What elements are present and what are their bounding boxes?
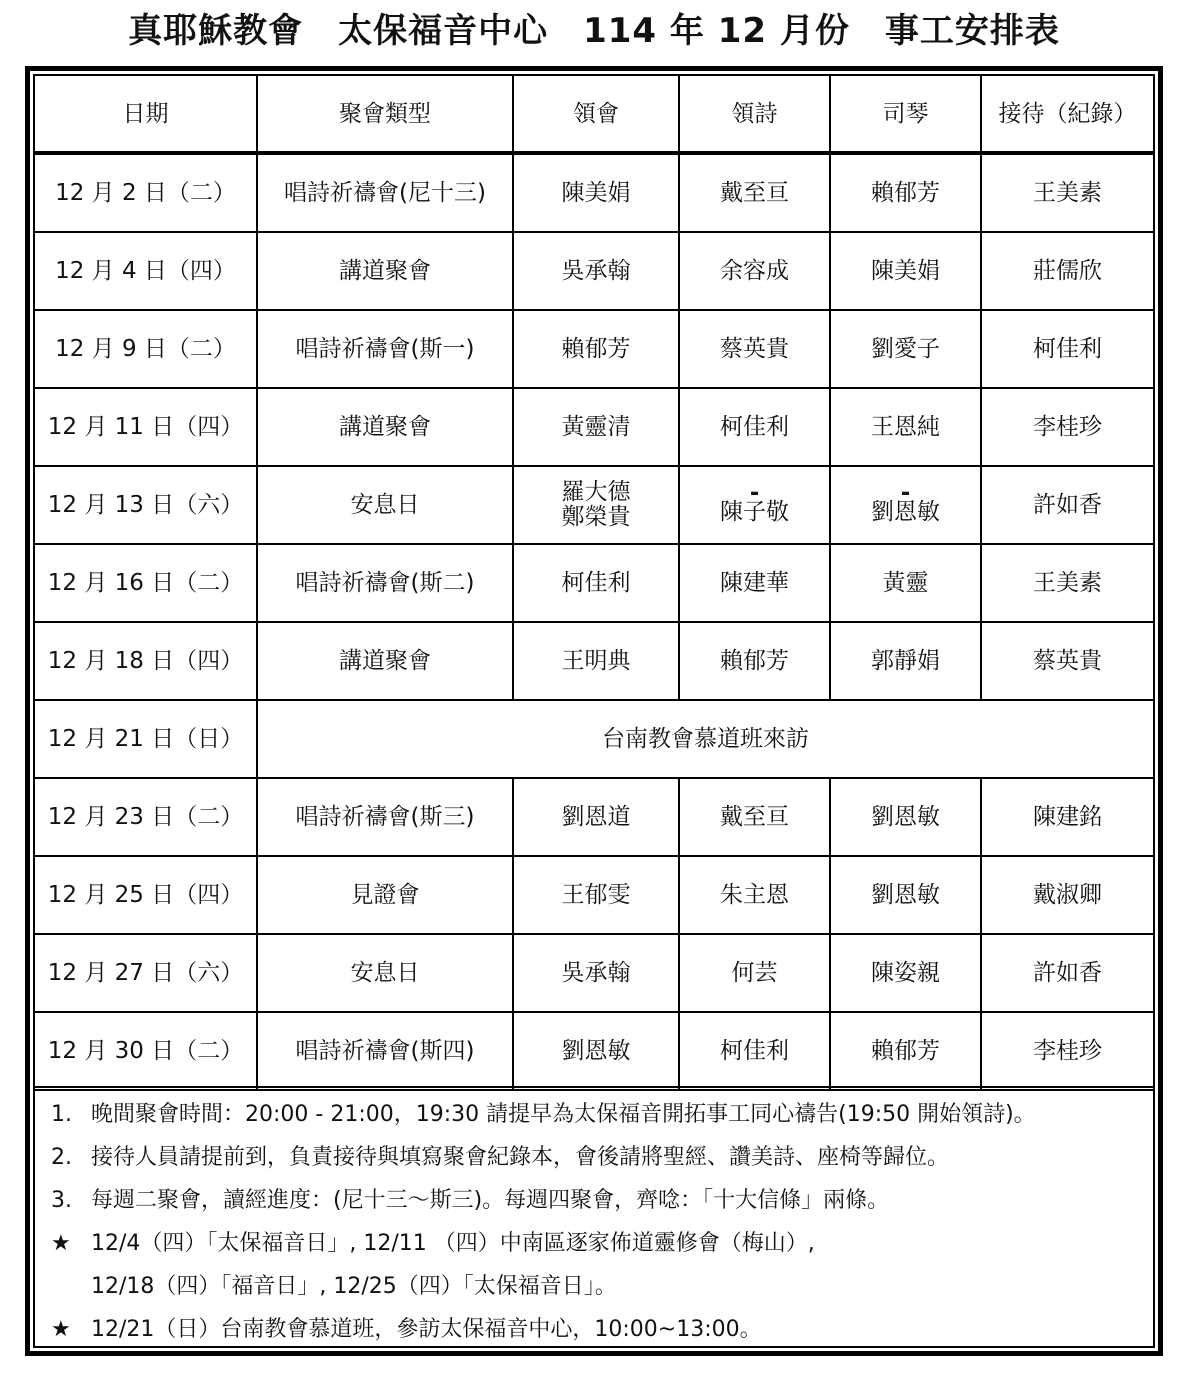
cell-type: 講道聚會 [257, 232, 513, 310]
cell-leader: 劉恩道 [513, 778, 679, 856]
header-pianist: 司琴 [830, 76, 981, 153]
table-row [35, 778, 1153, 856]
cell-type: 安息日 [257, 934, 513, 1012]
table-row [35, 934, 1153, 1012]
cell-hymn-leader: 戴至亘 [679, 153, 830, 232]
note-number: 1. [51, 1102, 72, 1127]
cell-hymn-leader: 柯佳利 [679, 388, 830, 466]
cell-host: 莊儒欣 [981, 232, 1153, 310]
cell-date: 12 月 21 日（日） [35, 700, 257, 778]
cell-leader: 賴郁芳 [513, 310, 679, 388]
notes-section [35, 1086, 1153, 1346]
note-number: 2. [51, 1145, 72, 1170]
cell-hymn-leader: 朱主恩 [679, 856, 830, 934]
schedule-table [35, 76, 1153, 1091]
cell-hymn-leader: 何芸 [679, 934, 830, 1012]
table-row [35, 544, 1153, 622]
placeholder-dash: - [900, 479, 911, 506]
table-row [35, 700, 1153, 778]
table-row [35, 856, 1153, 934]
note-item-continuation [51, 1272, 617, 1302]
header-hymn-leader: 領詩 [679, 76, 830, 153]
leader-name-2: 鄭榮貴 [561, 504, 631, 530]
cell-type: 唱詩祈禱會(尼十三) [257, 153, 513, 232]
cell-leader: 王明典 [513, 622, 679, 700]
page-title: 真耶穌教會 太保福音中心 114 年 12 月份 事工安排表 [128, 11, 1060, 51]
cell-pianist: 黃靈 [830, 544, 981, 622]
cell-date: 12 月 11 日（四） [35, 388, 257, 466]
cell-date: 12 月 27 日（六） [35, 934, 257, 1012]
header-row [35, 76, 1153, 153]
cell-hymn-leader: 余容成 [679, 232, 830, 310]
cell-host: 李桂珍 [981, 1012, 1153, 1090]
cell-hymn-leader: 陳建華 [679, 544, 830, 622]
note-item [51, 1315, 762, 1345]
cell-pianist: 陳美娟 [830, 232, 981, 310]
note-text: 12/21（日）台南教會慕道班，參訪太保福音中心，10:00~13:00。 [91, 1317, 762, 1342]
cell-type: 唱詩祈禱會(斯一) [257, 310, 513, 388]
cell-type: 唱詩祈禱會(斯二) [257, 544, 513, 622]
note-item [51, 1100, 1036, 1130]
table-row [35, 388, 1153, 466]
cell-type: 唱詩祈禱會(斯三) [257, 778, 513, 856]
note-item [51, 1143, 949, 1173]
star-icon: ★ [51, 1231, 71, 1256]
cell-hymn-leader: 柯佳利 [679, 1012, 830, 1090]
table-row [35, 1012, 1153, 1090]
cell-type: 安息日 [257, 466, 513, 544]
table-row [35, 153, 1153, 232]
cell-date: 12 月 23 日（二） [35, 778, 257, 856]
note-item [51, 1186, 889, 1216]
cell-type: 唱詩祈禱會(斯四) [257, 1012, 513, 1090]
cell-leader [513, 466, 679, 544]
header-leader: 領會 [513, 76, 679, 153]
note-text: 12/4（四）「太保福音日」, 12/11 （四）中南區逐家佈道靈修會（梅山）, [91, 1231, 815, 1256]
cell-leader: 吳承翰 [513, 934, 679, 1012]
cell-type: 講道聚會 [257, 388, 513, 466]
cell-date: 12 月 25 日（四） [35, 856, 257, 934]
table-row [35, 232, 1153, 310]
cell-host: 許如香 [981, 466, 1153, 544]
cell-leader: 柯佳利 [513, 544, 679, 622]
note-text: 接待人員請提前到，負責接待與填寫聚會紀錄本，會後請將聖經、讚美詩、座椅等歸位。 [91, 1145, 950, 1170]
note-text: 晚間聚會時間：20:00 - 21:00，19:30 請提早為太保福音開拓事工同心禱告(19:50 開始領詩)。 [91, 1102, 1036, 1127]
cell-pianist [830, 466, 981, 544]
cell-pianist: 賴郁芳 [830, 153, 981, 232]
note-text: 12/18（四）「福音日」, 12/25（四）「太保福音日」。 [91, 1274, 617, 1299]
placeholder-dash: - [749, 479, 760, 506]
note-text: 每週二聚會，讀經進度：(尼十三～斯三)。每週四聚會，齊唸：「十大信條」兩條。 [91, 1188, 890, 1213]
cell-date: 12 月 4 日（四） [35, 232, 257, 310]
cell-leader: 陳美娟 [513, 153, 679, 232]
cell-pianist: 王恩純 [830, 388, 981, 466]
cell-date: 12 月 13 日（六） [35, 466, 257, 544]
cell-leader: 吳承翰 [513, 232, 679, 310]
cell-pianist: 劉恩敏 [830, 856, 981, 934]
leader-name-1: 羅大德 [561, 479, 631, 505]
cell-type: 講道聚會 [257, 622, 513, 700]
cell-host: 柯佳利 [981, 310, 1153, 388]
cell-host: 王美素 [981, 153, 1153, 232]
cell-pianist: 陳姿親 [830, 934, 981, 1012]
cell-host: 王美素 [981, 544, 1153, 622]
cell-hymn-leader [679, 466, 830, 544]
header-type: 聚會類型 [257, 76, 513, 153]
table-row [35, 310, 1153, 388]
header-date: 日期 [35, 76, 257, 153]
pianist-name: 劉恩敏 [871, 498, 940, 525]
cell-hymn-leader: 戴至亘 [679, 778, 830, 856]
note-number: 3. [51, 1188, 72, 1213]
note-item [51, 1229, 815, 1259]
cell-pianist: 賴郁芳 [830, 1012, 981, 1090]
cell-host: 陳建銘 [981, 778, 1153, 856]
schedule-inner-border [33, 74, 1155, 1348]
cell-date: 12 月 16 日（二） [35, 544, 257, 622]
cell-leader: 王郁雯 [513, 856, 679, 934]
cell-date: 12 月 18 日（四） [35, 622, 257, 700]
cell-leader: 劉恩敏 [513, 1012, 679, 1090]
cell-host: 蔡英貴 [981, 622, 1153, 700]
cell-host: 戴淑卿 [981, 856, 1153, 934]
schedule-frame [25, 66, 1163, 1356]
cell-date: 12 月 30 日（二） [35, 1012, 257, 1090]
hymn-leader-name: 陳子敬 [720, 498, 789, 525]
header-host: 接待（紀錄） [981, 76, 1153, 153]
cell-type: 見證會 [257, 856, 513, 934]
cell-pianist: 郭靜娟 [830, 622, 981, 700]
table-row [35, 466, 1153, 544]
cell-pianist: 劉愛子 [830, 310, 981, 388]
cell-host: 李桂珍 [981, 388, 1153, 466]
cell-leader: 黃靈清 [513, 388, 679, 466]
cell-date: 12 月 2 日（二） [35, 153, 257, 232]
cell-date: 12 月 9 日（二） [35, 310, 257, 388]
cell-hymn-leader: 蔡英貴 [679, 310, 830, 388]
cell-special-event: 台南教會慕道班來訪 [257, 700, 1153, 778]
table-row [35, 622, 1153, 700]
cell-hymn-leader: 賴郁芳 [679, 622, 830, 700]
cell-host: 許如香 [981, 934, 1153, 1012]
star-icon: ★ [51, 1317, 71, 1342]
cell-pianist: 劉恩敏 [830, 778, 981, 856]
